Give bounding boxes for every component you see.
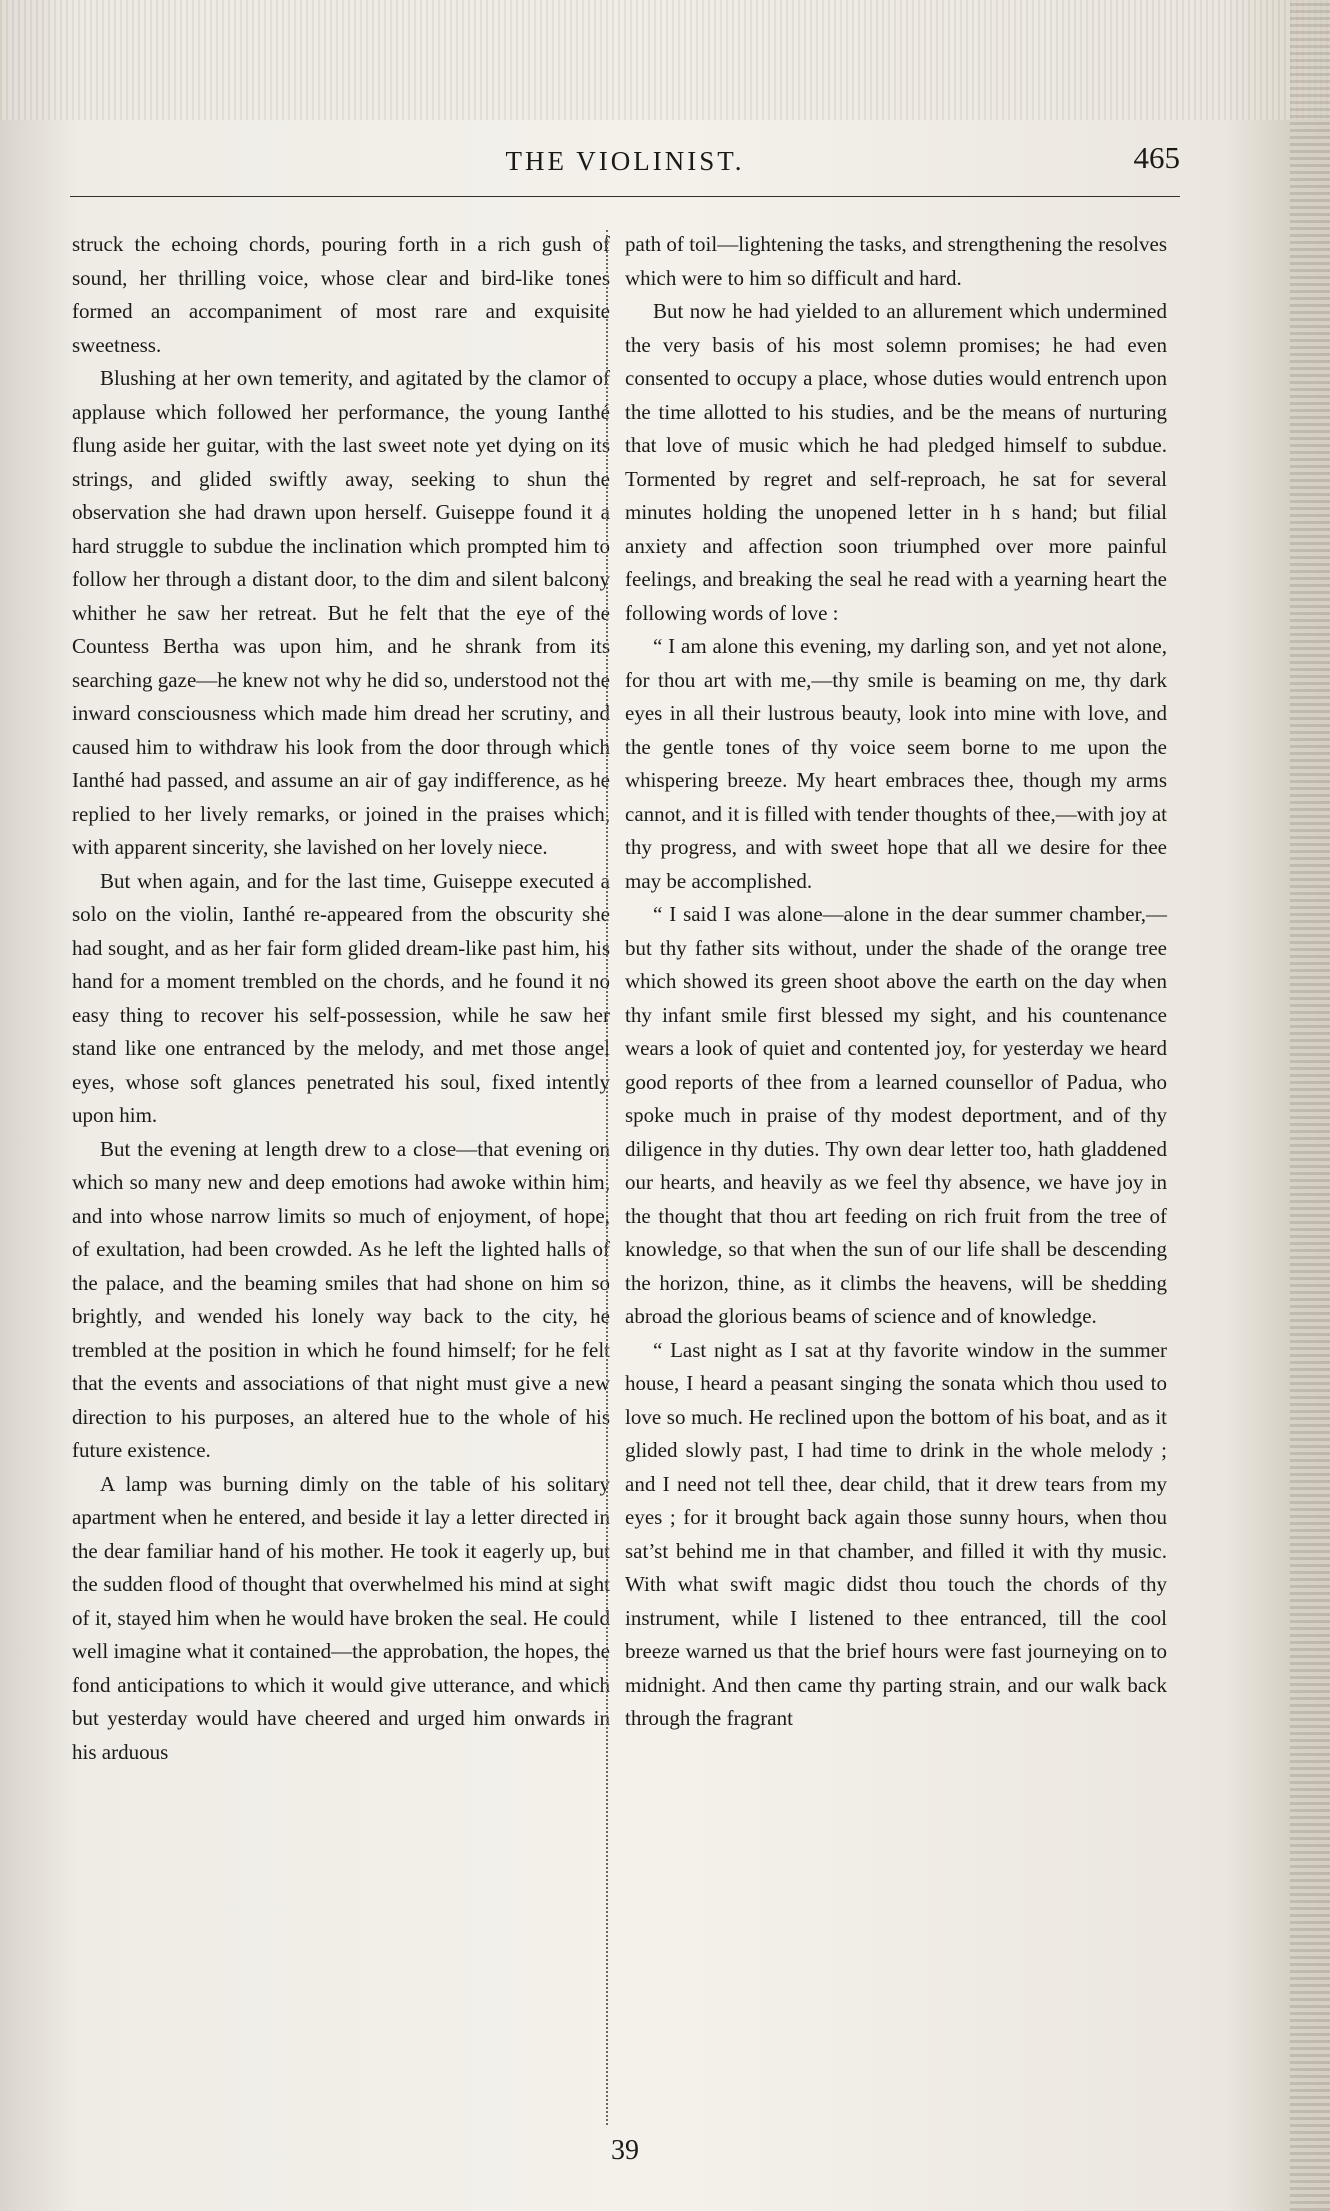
paragraph: But when again, and for the last time, Guiseppe executed a solo on the violin, Ianthé re-appeared from the obscurity she had sought, and as her fair form glided dream-like past him, his hand for a moment trembled on the chords, and he found it no easy thing to recover his self-possession, while he saw her stand like one entranced by the melody, and met those angel eyes, whose soft glances penetrated his soul, fixed intently upon him. (72, 868, 610, 1127)
running-title: THE VIOLINIST. (505, 146, 745, 176)
right-column (625, 228, 1167, 1736)
left-column (72, 228, 610, 1769)
page-header (70, 140, 1180, 186)
paragraph: But now he had yielded to an allurement which undermined the very basis of his most solemn promises; he had even consented to occupy a place, whose duties would entrench upon the time allotted to his studies, and be the means of nurturing that love of music which he had pledged himself to subdue. Tormented by regret and self-reproach, he sat for several minutes holding the unopened letter in h s hand; but filial anxiety and affection soon triumphed over more painful feelings, and breaking the seal he read with a yearning heart the following words of love : (625, 299, 1167, 625)
paragraph: path of toil—lightening the tasks, and strengthening the resolves which were to him so difficult and hard. (625, 232, 1167, 290)
page-gutter-texture (1290, 0, 1330, 2211)
header-rule (70, 196, 1180, 197)
paragraph: But the evening at length drew to a close—that evening on which so many new and deep emotions had awoke within him, and into whose narrow limits so much of enjoyment, of hope, of exultation, had been crowded. As he left the lighted halls of the palace, and the beaming smiles that had shone on him so brightly, and wended his lonely way back to the city, he trembled at the position in which he found himself; for he felt that the events and associations of that night must give a new direction to his purposes, an altered hue to the whole of his future existence. (72, 1136, 610, 1462)
paragraph: “ I am alone this evening, my darling son, and yet not alone, for thou art with me,—thy smile is beaming on me, thy dark eyes in all their lustrous beauty, look into mine with love, and the gentle tones of thy voice seem borne to me upon the whispering breeze. My heart embraces thee, though my arms cannot, and it is filled with tender thoughts of thee,—with joy at thy progress, and with sweet hope that all we desire for thee may be accomplished. (625, 634, 1167, 893)
paragraph: Blushing at her own temerity, and agitated by the clamor of applause which followed her performance, the young Ianthé flung aside her guitar, with the last sweet note yet dying on its strings, and glided swiftly away, seeking to shun the observation she had drawn upon herself. Guiseppe found it a hard struggle to subdue the inclination which prompted him to follow her through a distant door, to the dim and silent balcony whither he saw her retreat. But he felt that the eye of the Countess Bertha was upon him, and he shrank from its searching gaze—he knew not why he did so, understood not the inward consciousness which made him dread her scrutiny, and caused him to withdraw his look from the door through which Ianthé had passed, and assume an air of gay indifference, as he replied to her lively remarks, or joined in the praises which, with apparent sincerity, she lavished on her lovely niece. (72, 366, 610, 859)
paragraph: “ Last night as I sat at thy favorite window in the summer house, I heard a peasant singing the sonata which thou used to love so much. He reclined upon the bottom of his boat, and as it glided slowly past, I had time to drink in the whole melody ; and I need not tell thee, dear child, that it drew tears from my eyes ; for it brought back again those sunny hours, when thou sat’st behind me in that chamber, and filled it with thy music. With what swift magic didst thou touch the chords of thy instrument, while I listened to thee entranced, till the cool breeze warned us that the brief hours were fast journeying on to midnight. And then came thy parting strain, and our walk back through the fragrant (625, 1337, 1167, 1730)
page-number: 465 (1133, 140, 1180, 175)
signature-mark (0, 2135, 1330, 2167)
paragraph: struck the echoing chords, pouring forth in a rich gush of sound, her thrilling voice, whose clear and bird-like tones formed an accompaniment of most rare and exquisite sweetness. (72, 232, 610, 357)
signature-number: 39 (611, 2135, 639, 2166)
page-edge-texture (0, 0, 1330, 120)
paragraph: A lamp was burning dimly on the table of his solitary apartment when he entered, and beside it lay a letter directed in the dear familiar hand of his mother. He took it eagerly up, but the sudden flood of thought that overwhelmed his mind at sight of it, stayed him when he would have broken the seal. He could well imagine what it contained—the approbation, the hopes, the fond anticipations to which it would give utterance, and which but yesterday would have cheered and urged him onwards in his arduous (72, 1471, 610, 1764)
paragraph: “ I said I was alone—alone in the dear summer chamber,—but thy father sits without, under the shade of the orange tree which showed its green shoot above the earth on the day when thy infant smile first blessed my sight, and his countenance wears a look of quiet and contented joy, for yesterday we heard good reports of thee from a learned counsellor of Padua, who spoke much in praise of thy modest deportment, and of thy diligence in thy duties. Thy own dear letter too, hath gladdened our hearts, and heavily as we feel thy absence, we have joy in the thought that thou art feeding on rich fruit from the tree of knowledge, so that when the sun of our life shall be descending the horizon, thine, as it climbs the heavens, will be shedding abroad the glorious beams of science and of knowledge. (625, 902, 1167, 1328)
column-divider (606, 230, 608, 2125)
